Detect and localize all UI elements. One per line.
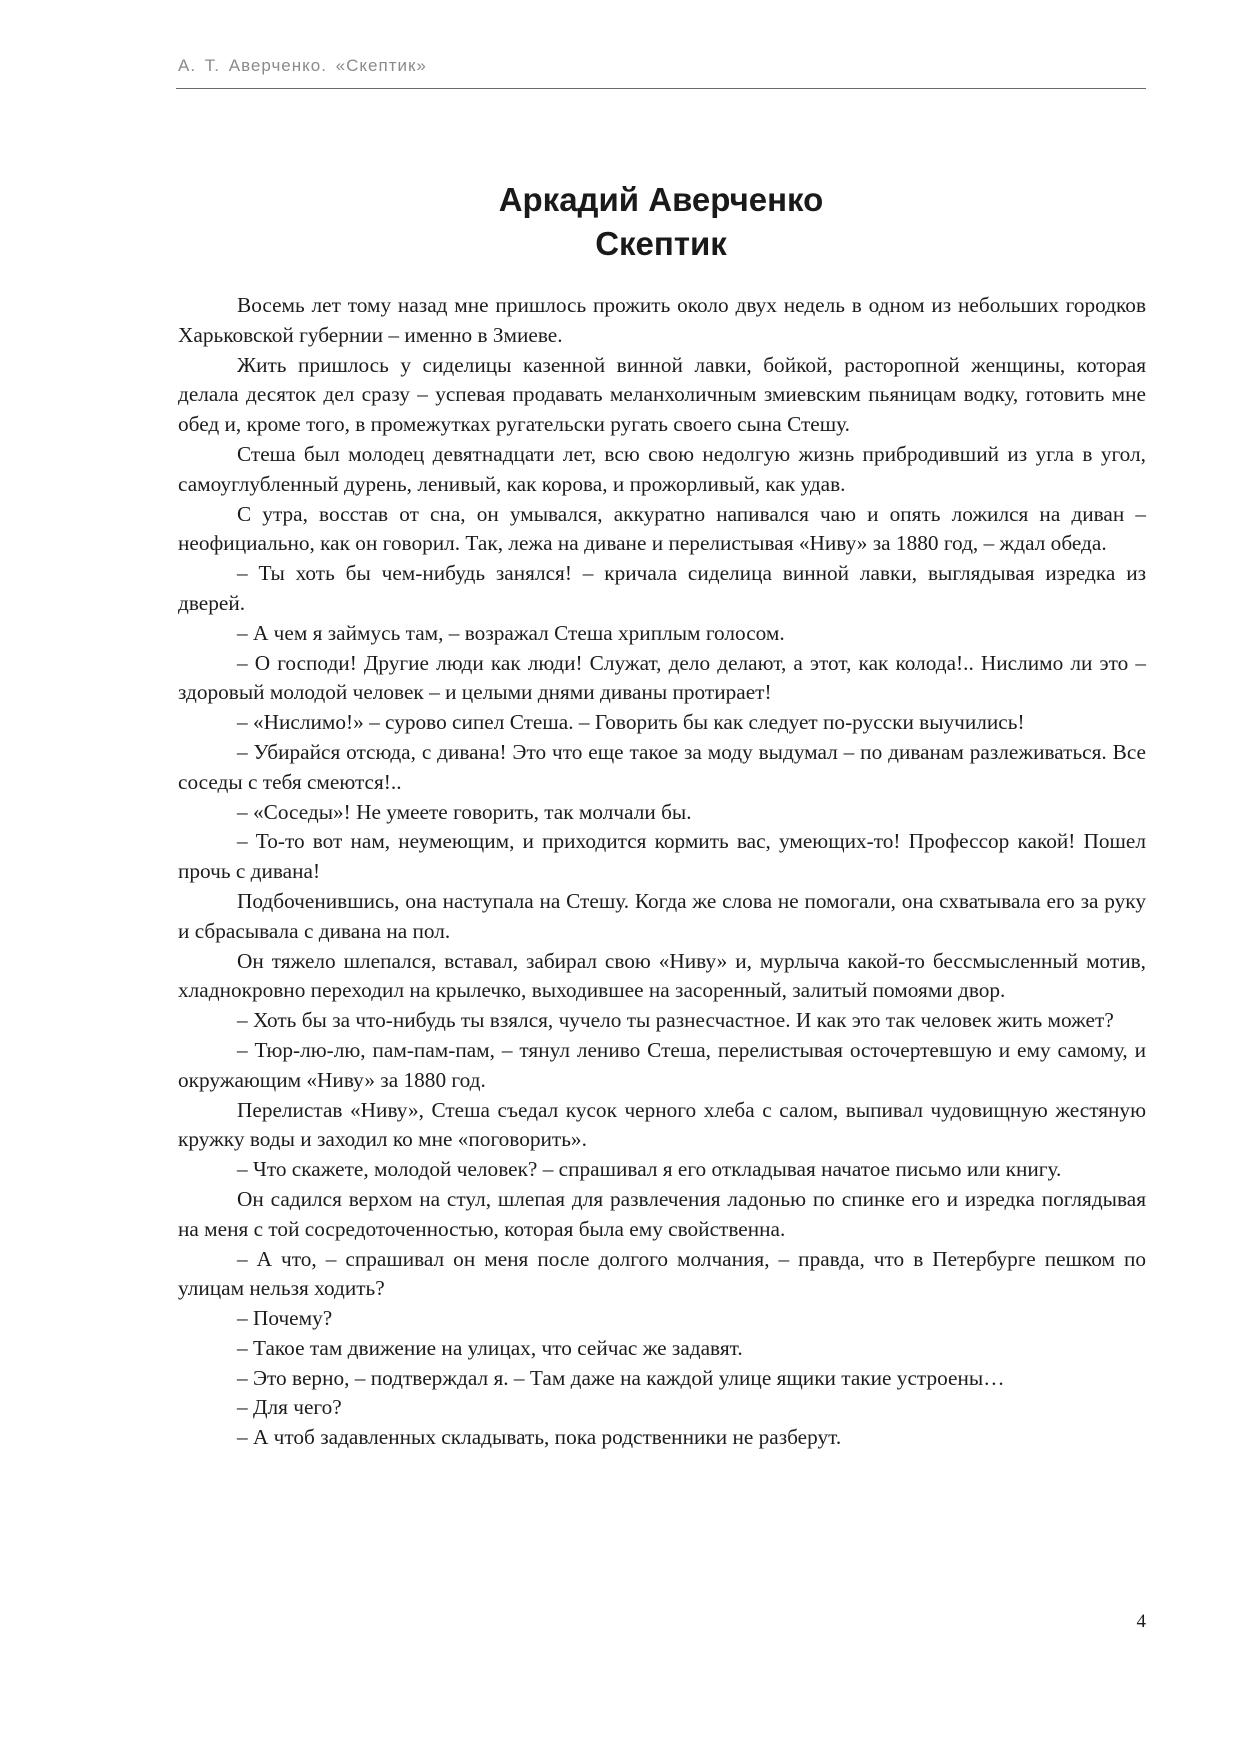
paragraph: Стеша был молодец девятнадцати лет, всю свою недолгую жизнь прибродивший из угла в угол, самоуглубленный дурень, ленивый, как корова, и прожорливый, как удав. [178,441,1146,496]
paragraph: С утра, восстав от сна, он умывался, аккуратно напивался чаю и опять ложился на диван – неофициально, как он говорил. Так, лежа на диване и перелистывая «Ниву» за 1880 год, – ждал обеда. [178,501,1146,556]
page-number: 4 [1136,1611,1146,1632]
paragraph: – О господи! Другие люди как люди! Служат, дело делают, а этот, как колода!.. Нислимо ли это – здоровый молодой человек – и целыми днями диваны протирает! [178,650,1146,705]
story-text [178,291,1146,1453]
title-block [176,178,1146,266]
running-header: А. Т. Аверченко. «Скептик» [178,56,427,75]
paragraph: Подбоченившись, она наступала на Стешу. Когда же слова не помогали, она схватывала его за руку и сбрасывала с дивана на пол. [178,888,1146,943]
paragraph: Жить пришлось у сиделицы казенной винной лавки, бойкой, расторопной женщины, которая делала десяток дел сразу – успевая продавать меланхоличным змиевским пьяницам водку, готовить мне обед и, кроме того, в промежутках ругательски ругать своего сына Стешу. [178,352,1146,437]
paragraph: – Ты хоть бы чем-нибудь занялся! – кричала сиделица винной лавки, выглядывая изредка из дверей. [178,561,1146,615]
paragraph: – Такое там движение на улицах, что сейчас же задавят. [237,1335,743,1360]
paragraph: – «Соседы»! Не умеете говорить, так молчали бы. [237,799,692,824]
paragraph: – Хоть бы за что-нибудь ты взялся, чучело ты разнесчастное. И как это так человек жить может? [237,1008,1114,1033]
story-title: Скептик [595,225,727,262]
paragraph: – А что, – спрашивал он меня после долгого молчания, – правда, что в Петербурге пешком по улицам нельзя ходить? [178,1246,1146,1301]
author-name: Аркадий Аверченко [498,181,824,218]
paragraph: – Для чего? [237,1395,342,1420]
paragraph: – Убирайся отсюда, с дивана! Это что еще такое за моду выдумал – по диванам разлеживаться. Все соседы с тебя смеются!.. [178,739,1146,794]
paragraph: – Почему? [237,1306,333,1331]
paragraph: – «Нислимо!» – сурово сипел Стеша. – Говорить бы как следует по-русски выучились! [237,710,1025,735]
paragraph: Он садился верхом на стул, шлепая для развлечения ладонью по спинке его и изредка поглядывая на меня с той сосредоточенностью, которая была ему свойственна. [178,1186,1146,1241]
paragraph: – А чем я займусь там, – возражал Стеша хриплым голосом. [237,620,785,645]
paragraph: Он тяжело шлепался, вставал, забирал свою «Ниву» и, мурлыча какой-то бессмысленный мотив, хладнокровно переходил на крылечко, выходившее на засоренный, залитый помоями двор. [178,948,1146,1003]
header-divider [176,88,1146,89]
paragraph: Восемь лет тому назад мне пришлось прожить около двух недель в одном из небольших городков Харьковской губернии – именно в Змиеве. [178,293,1146,347]
paragraph: – То-то вот нам, неумеющим, и приходится кормить вас, умеющих-то! Профессор какой! Пошел прочь с дивана! [178,829,1146,884]
paragraph: – Это верно, – подтверждал я. – Там даже на каждой улице ящики такие устроены… [237,1365,1005,1390]
paragraph: – Тюр-лю-лю, пам-пам-пам, – тянул лениво Стеша, перелистывая осточертевшую и ему самому, и окружающим «Ниву» за 1880 год. [178,1037,1146,1092]
paragraph: – А чтоб задавленных складывать, пока родственники не разберут. [237,1425,842,1450]
paragraph: Перелистав «Ниву», Стеша съедал кусок черного хлеба с салом, выпивал чудовищную жестяную кружку воды и заходил ко мне «поговорить». [178,1097,1146,1152]
paragraph: – Что скажете, молодой человек? – спрашивал я его откладывая начатое письмо или книгу. [237,1157,1062,1182]
